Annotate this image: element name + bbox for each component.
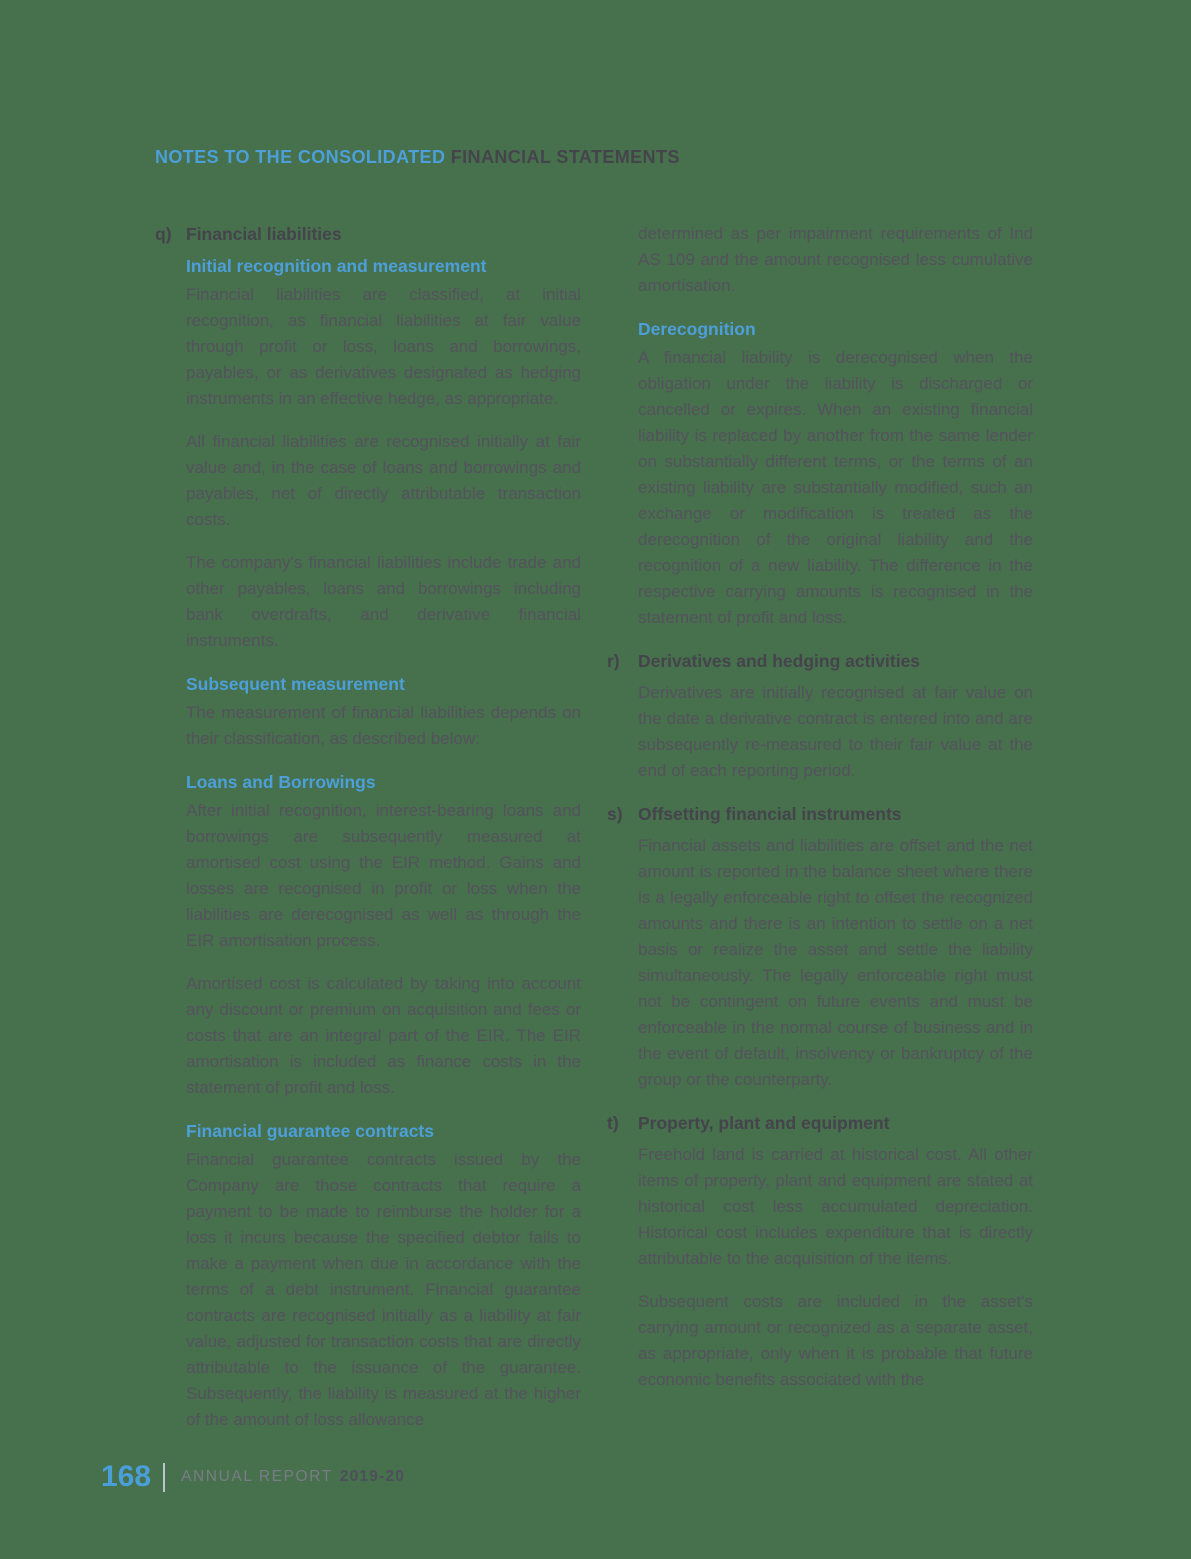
content-columns [155, 221, 1033, 1450]
subheading: Loans and Borrowings [186, 772, 376, 792]
paragraph: The measurement of financial liabilities depends on their classification, as described below: [186, 703, 581, 748]
section-heading [607, 801, 1033, 827]
page-header [155, 147, 680, 168]
paragraph: The company's financial liabilities include trade and other payables, loans and borrowings including bank overdrafts, and derivative financial instruments. [186, 553, 581, 650]
section-label: t) [607, 1113, 619, 1133]
section-heading [155, 221, 581, 247]
section-title: Derivatives and hedging activities [638, 651, 921, 671]
subheading: Financial guarantee contracts [186, 1121, 434, 1141]
paragraph: After initial recognition, interest-bearing loans and borrowings are subsequently measured at amortised cost using the EIR method. Gains and losses are recognised in profit or loss when the liabilities are derecognised as well as through the EIR amortisation process. [186, 801, 581, 950]
paragraph: All financial liabilities are recognised initially at fair value and, in the case of loans and borrowings and payables, net of directly attributable transaction costs. [186, 432, 581, 529]
paragraph: determined as per impairment requirements of Ind AS 109 and the amount recognised less cumulative amortisation. [638, 224, 1033, 295]
paragraph: Amortised cost is calculated by taking into account any discount or premium on acquisition and fees or costs that are an integral part of the EIR. The EIR amortisation is included as finance costs in the statement of profit and loss. [186, 974, 581, 1097]
section-label: s) [607, 804, 623, 824]
right-column [607, 221, 1033, 1450]
report-label: ANNUAL REPORT [181, 1468, 333, 1485]
section-heading [607, 1110, 1033, 1136]
paragraph: Derivatives are initially recognised at fair value on the date a derivative contract is entered into and are subsequently re-measured to their fair value at the end of each reporting period. [638, 683, 1033, 780]
subheading: Derecognition [638, 319, 756, 339]
subheading: Subsequent measurement [186, 674, 405, 694]
left-column [155, 221, 581, 1450]
paragraph: Freehold land is carried at historical cost. All other items of property, plant and equipment are stated at historical cost less accumulated depreciation. Historical cost includes expenditure that is directly attributable to the acquisition of the items. [638, 1145, 1033, 1268]
section-label: r) [607, 651, 620, 671]
paragraph: Financial guarantee contracts issued by the Company are those contracts that require a payment to be made to reimburse the holder for a loss it incurs because the specified debtor fails to make a payment when due in accordance with the terms of a debt instrument. Financial guarantee contracts are recognised initially as a liability at fair value, adjusted for transaction costs that are directly attributable to the issuance of the guarantee. Subsequently, the liability is measured at the higher of the amount of loss allowance [186, 1150, 581, 1429]
paragraph: Subsequent costs are included in the asset's carrying amount or recognized as a separate asset, as appropriate, only when it is probable that future economic benefits associated with the [638, 1292, 1033, 1389]
paragraph: Financial liabilities are classified, at initial recognition, as financial liabilities at fair value through profit or loss, loans and borrowings, payables, or as derivatives designated as hedging instruments in an effective hedge, as appropriate. [186, 285, 581, 408]
header-title-secondary: FINANCIAL STATEMENTS [450, 147, 680, 167]
paragraph: Financial assets and liabilities are offset and the net amount is reported in the balance sheet where there is a legally enforceable right to offset the recognized amounts and there is an intention to settle on a net basis or realize the asset and settle the liability simultaneously. The legally enforceable right must not be contingent on future events and must be enforceable in the normal course of business and in the event of default, insolvency or bankruptcy of the group or the counterparty. [638, 836, 1033, 1089]
header-title-primary: NOTES TO THE CONSOLIDATED [155, 147, 446, 167]
paragraph: A financial liability is derecognised when the obligation under the liability is discharged or cancelled or expires. When an existing financial liability is replaced by another from the same lender on substantially different terms, or the terms of an existing liability are substantially modified, such an exchange or modification is treated as the derecognition of the original liability and the recognition of a new liability. The difference in the respective carrying amounts is recognised in the statement of profit and loss. [638, 348, 1033, 627]
page-footer [101, 1461, 405, 1493]
footer-divider-bar [163, 1463, 165, 1492]
section-title: Offsetting financial instruments [638, 804, 902, 824]
subheading: Initial recognition and measurement [186, 256, 487, 276]
report-year: 2019-20 [339, 1468, 406, 1485]
section-title: Property, plant and equipment [638, 1113, 890, 1133]
page-number: 168 [101, 1460, 152, 1493]
section-heading [607, 648, 1033, 674]
section-title: Financial liabilities [186, 224, 342, 244]
section-label: q) [155, 224, 172, 244]
